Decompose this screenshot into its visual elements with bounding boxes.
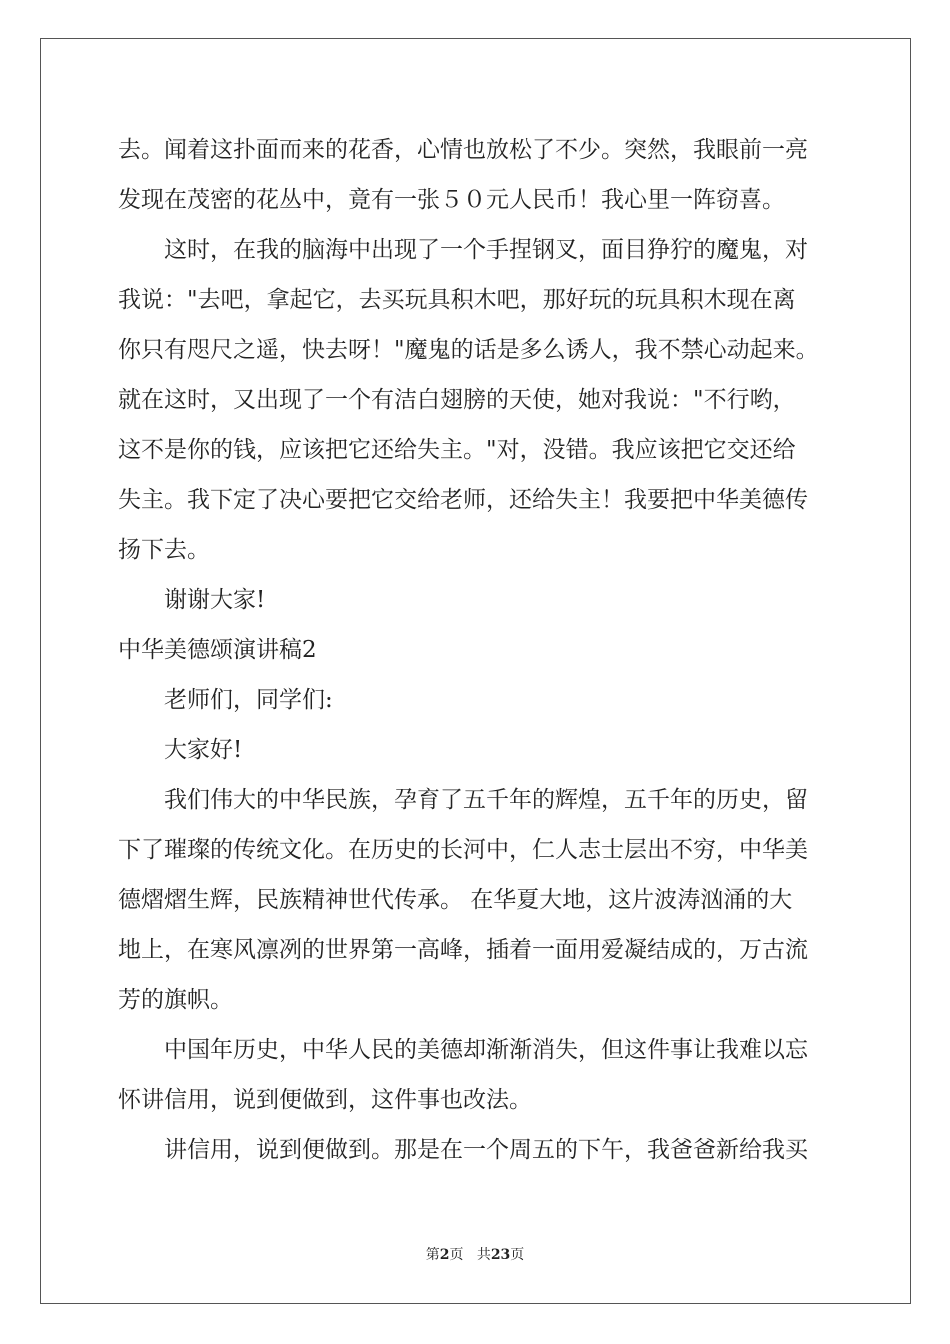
current-page-number: 2	[439, 1247, 450, 1263]
paragraph-start: 中国年历史，中华人民的美德却渐渐消失，但这件事让我难以忘	[164, 1037, 808, 1063]
text-line: 失主。我下定了决心要把它交给老师，还给失主！我要把中华美德传	[118, 487, 808, 513]
text-line: 去。闻着这扑面而来的花香，心情也放松了不少。突然，我眼前一亮	[118, 137, 808, 163]
paragraph-start: 这时，在我的脑海中出现了一个手捏钢叉，面目狰狞的魔鬼，对	[164, 237, 808, 263]
text-line: 下了璀璨的传统文化。在历史的长河中，仁人志士层出不穷，中华美	[118, 837, 808, 863]
paragraph-start: 我们伟大的中华民族，孕育了五千年的辉煌，五千年的历史，留	[164, 787, 808, 813]
text-line: 扬下去。	[118, 537, 210, 563]
text-line: 你只有咫尺之遥，快去呀！"魔鬼的话是多么诱人，我不禁心动起来。	[118, 337, 819, 363]
text-line: 德熠熠生辉，民族精神世代传承。 在华夏大地，这片波涛汹涌的大	[118, 887, 793, 913]
text-line: 芳的旗帜。	[118, 987, 233, 1013]
total-unit: 页	[510, 1247, 525, 1263]
text-line: 就在这时，又出现了一个有洁白翅膀的天使，她对我说："不行哟，	[118, 387, 796, 413]
text-line: 怀讲信用，说到便做到，这件事也改法。	[118, 1087, 532, 1113]
closing-remark: 谢谢大家!	[164, 587, 266, 613]
greeting: 大家好!	[164, 737, 243, 763]
text-line: 这不是你的钱，应该把它还给失主。"对，没错。我应该把它交还给	[118, 437, 796, 463]
text-line: 发现在茂密的花丛中，竟有一张５０元人民币！我心里一阵窃喜。	[118, 187, 785, 213]
total-page-number: 23	[490, 1247, 511, 1263]
page-footer	[0, 1244, 950, 1264]
section-title: 中华美德颂演讲稿2	[118, 637, 317, 663]
page-prefix: 第	[425, 1247, 440, 1263]
paragraph-start: 讲信用，说到便做到。那是在一个周五的下午，我爸爸新给我买	[164, 1137, 808, 1163]
total-prefix: 共	[476, 1247, 491, 1263]
text-line: 地上，在寒风凛冽的世界第一高峰，插着一面用爱凝结成的，万古流	[118, 937, 808, 963]
page-unit: 页	[449, 1247, 464, 1263]
text-line: 我说："去吧，拿起它，去买玩具积木吧，那好玩的玩具积木现在离	[118, 287, 796, 313]
salutation: 老师们，同学们:	[164, 687, 333, 713]
